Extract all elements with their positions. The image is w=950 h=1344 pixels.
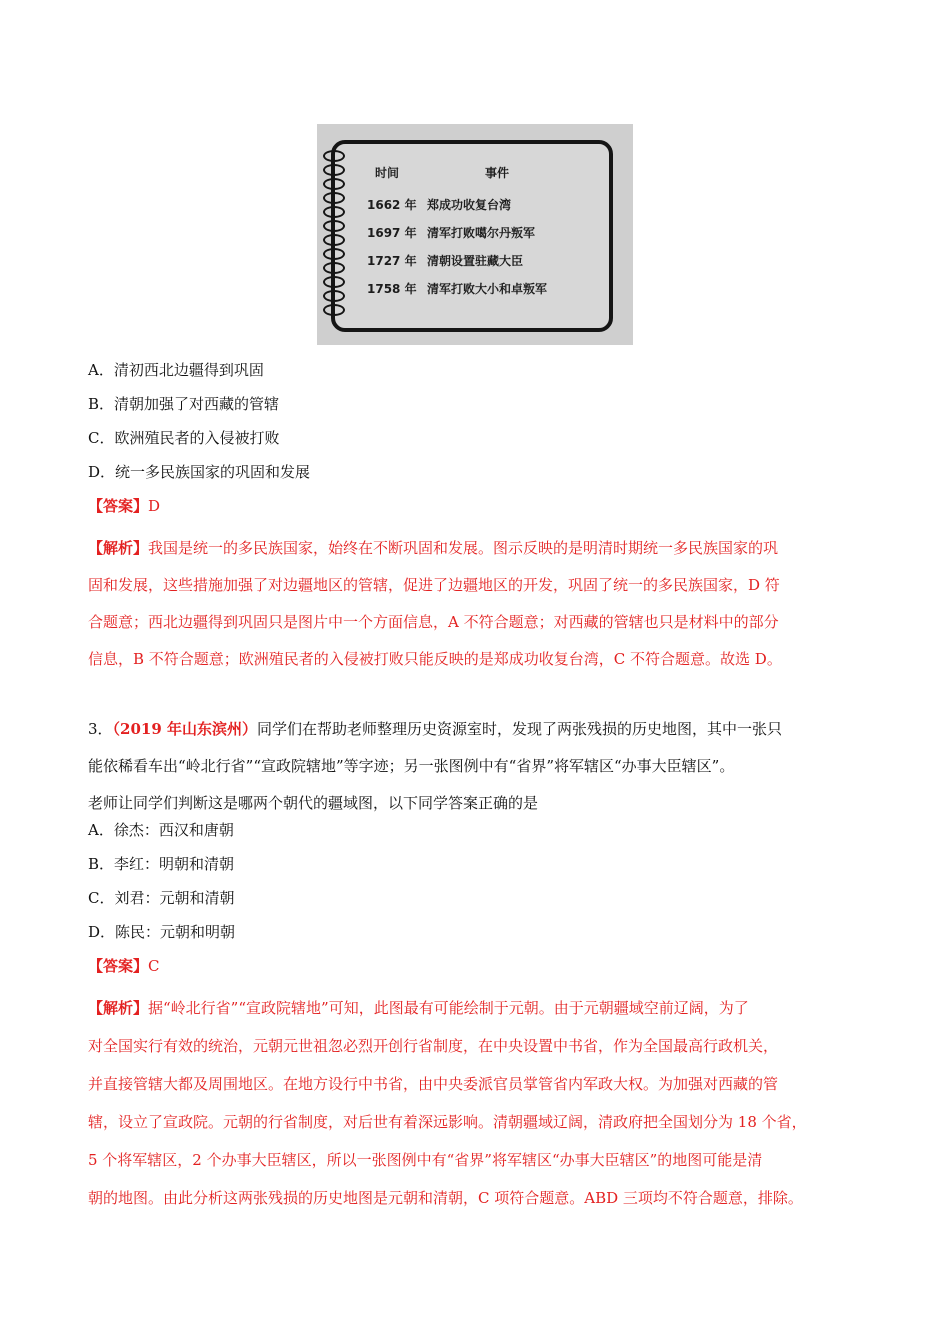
- q2-option-a: A．清初西北边疆得到巩固: [88, 361, 264, 379]
- answer-label: 【答案】: [88, 497, 149, 515]
- ring-binding: [323, 192, 345, 204]
- ring-binding: [323, 248, 345, 260]
- analysis-label: 【解析】: [88, 539, 149, 557]
- ring-binding: [323, 276, 345, 288]
- q3-option-a: A．徐杰：西汉和唐朝: [88, 821, 234, 839]
- ring-binding: [323, 178, 345, 190]
- question-number: 3．: [88, 720, 113, 738]
- timeline-year: 1727 年: [367, 254, 417, 268]
- q2-option-c: C．欧洲殖民者的入侵被打败: [88, 429, 280, 447]
- q2-option-b: B．清朝加强了对西藏的管辖: [88, 395, 280, 413]
- timeline-row: [367, 196, 511, 213]
- ring-binding: [323, 164, 345, 176]
- analysis-line: 朝的地图。由此分析这两张残损的历史地图是元朝和清朝，C 项符合题意。ABD 三项均不符合题意，排除。: [88, 1189, 803, 1207]
- answer-value: D: [148, 497, 161, 515]
- analysis-line: 并直接管辖大都及周围地区。在地方设行中书省，由中央委派官员掌管省内军政大权。为加强对西藏的管: [88, 1075, 779, 1093]
- q3-answer: [88, 956, 160, 976]
- analysis-line: 5 个将军辖区，2 个办事大臣辖区，所以一张图例中有“省界”将军辖区“办事大臣辖区”的地图可能是清: [88, 1151, 763, 1169]
- stem-line: 能依稀看车出“岭北行省”“宣政院辖地”等字迹；另一张图例中有“省界”将军辖区“办事大臣辖区”。: [88, 757, 735, 775]
- ring-binding: [323, 304, 345, 316]
- q3-option-b: B．李红：明朝和清朝: [88, 855, 235, 873]
- table-header-time: 时间: [375, 166, 400, 180]
- q3-option-c: C．刘君：元朝和清朝: [88, 889, 235, 907]
- ring-binding: [323, 290, 345, 302]
- q3-analysis: [88, 989, 878, 1217]
- analysis-line: 我国是统一的多民族国家，始终在不断巩固和发展。图示反映的是明清时期统一多民族国家的巩: [148, 539, 779, 557]
- analysis-line: 辖，设立了宣政院。元朝的行省制度，对后世有着深远影响。清朝疆域辽阔，清政府把全国划分为 18 个省，: [88, 1113, 807, 1131]
- timeline-notebook-photo: [317, 124, 633, 345]
- timeline-event: 清军打败大小和卓叛军: [427, 282, 548, 296]
- timeline-row: [367, 224, 535, 241]
- ring-binding: [323, 220, 345, 232]
- stem-line: 老师让同学们判断这是哪两个朝代的疆域图，以下同学答案正确的是: [88, 794, 539, 812]
- ring-binding: [323, 234, 345, 246]
- timeline-year: 1697 年: [367, 226, 417, 240]
- answer-label: 【答案】: [88, 957, 149, 975]
- q2-answer: [88, 496, 160, 516]
- notebook-page: [331, 140, 613, 332]
- timeline-event: 清朝设置驻藏大臣: [427, 254, 524, 268]
- answer-value: C: [148, 957, 160, 975]
- q3-stem: [88, 711, 878, 822]
- timeline-row: [367, 280, 547, 297]
- question-source: （2019 年山东滨州）: [112, 720, 258, 738]
- timeline-event: 郑成功收复台湾: [427, 198, 512, 212]
- timeline-row: [367, 252, 523, 269]
- q2-option-d: D．统一多民族国家的巩固和发展: [88, 463, 311, 481]
- timeline-event: 清军打败噶尔丹叛军: [427, 226, 536, 240]
- ring-binding: [323, 206, 345, 218]
- timeline-year: 1758 年: [367, 282, 417, 296]
- timeline-year: 1662 年: [367, 198, 417, 212]
- stem-line: 同学们在帮助老师整理历史资源室时，发现了两张残损的历史地图，其中一张只: [257, 720, 783, 738]
- analysis-line: 对全国实行有效的统治，元朝元世祖忽必烈开创行省制度，在中央设置中书省，作为全国最高行政机关，: [88, 1037, 779, 1055]
- analysis-label: 【解析】: [88, 999, 149, 1017]
- ring-binding: [323, 150, 345, 162]
- q2-analysis: [88, 530, 878, 678]
- analysis-line: 固和发展，这些措施加强了对边疆地区的管辖，促进了边疆地区的开发，巩固了统一的多民族国家，D 符: [88, 576, 780, 594]
- ring-binding: [323, 262, 345, 274]
- analysis-line: 信息，B 不符合题意；欧洲殖民者的入侵被打败只能反映的是郑成功收复台湾，C 不符合题意。故选 D。: [88, 650, 782, 668]
- analysis-line: 合题意；西北边疆得到巩固只是图片中一个方面信息，A 不符合题意；对西藏的管辖也只是材料中的部分: [88, 613, 779, 631]
- q3-option-d: D．陈民：元朝和明朝: [88, 923, 236, 941]
- table-header-event: 事件: [485, 166, 510, 180]
- analysis-line: 据“岭北行省”“宣政院辖地”可知，此图最有可能绘制于元朝。由于元朝疆域空前辽阔，为了: [148, 999, 749, 1017]
